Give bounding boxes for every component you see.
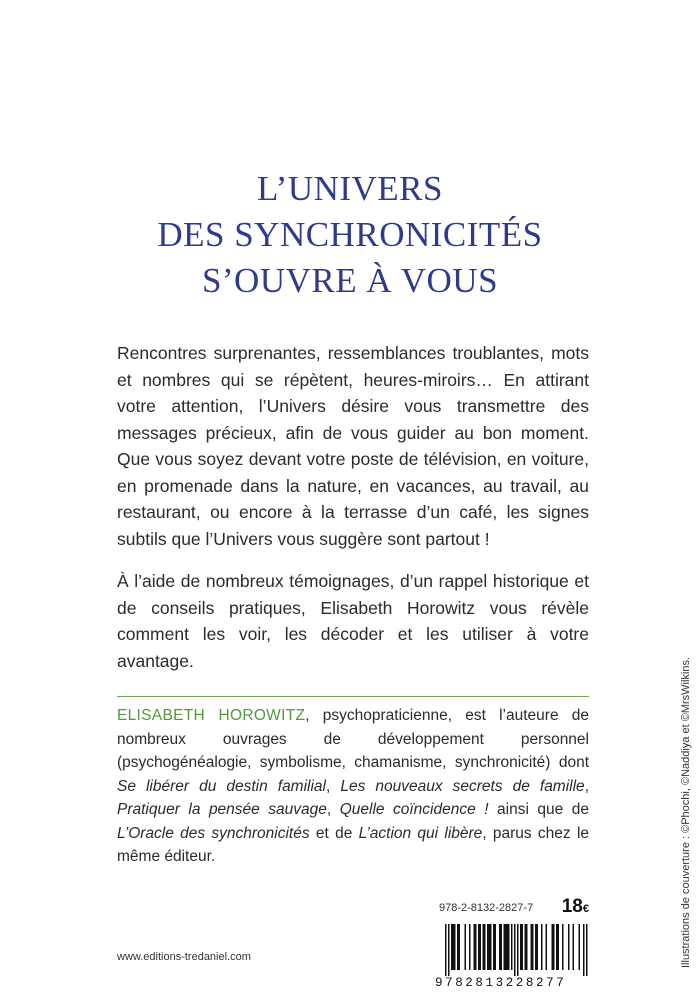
barcode-bar [558, 924, 560, 970]
price-currency: € [582, 903, 589, 915]
barcode-bar [504, 924, 506, 970]
bio-text: , [326, 801, 340, 818]
barcode-bar [526, 924, 528, 970]
barcode-bar [535, 924, 537, 970]
barcode-bar [457, 924, 459, 970]
barcode-bar [511, 924, 513, 970]
barcode-bar [525, 924, 527, 970]
barcode-bar [522, 924, 524, 970]
barcode-bar [478, 924, 480, 970]
price-tag [562, 896, 589, 918]
barcode-bar [451, 924, 453, 970]
barcode-bar [568, 924, 570, 970]
book-title-5: L’Oracle des synchronicités [117, 824, 310, 842]
barcode-bar [514, 924, 516, 976]
title-line-2: DES SYNCHRONICITÉS [157, 215, 543, 254]
barcode-bar [475, 924, 477, 970]
bio-text: , parus chez le même éditeur. [117, 824, 590, 865]
barcode [435, 924, 591, 994]
barcode-bar [487, 924, 489, 970]
barcode-bar [484, 924, 486, 970]
bio-text: , psychopraticienne, est l’auteure de nombreux ouvrages de développement personnel (psychogénéalogie, symbolisme, chamanisme, synchronicité) dont [117, 707, 590, 771]
barcode-bar [537, 924, 539, 970]
barcode-bar [445, 924, 447, 976]
title-line-1: L’UNIVERS [257, 169, 443, 208]
barcode-bar [480, 924, 482, 970]
barcode-bar [532, 924, 534, 970]
barcode-bars [435, 924, 591, 976]
barcode-bar [483, 924, 485, 970]
book-title-1: Se libérer du destin familial [117, 777, 326, 795]
publisher-website[interactable]: www.editions-tredaniel.com [117, 951, 251, 963]
barcode-bar [508, 924, 510, 970]
book-title-3: Pratiquer la pensée sauvage [117, 801, 327, 818]
title-line-3: S’OUVRE À VOUS [201, 261, 499, 300]
barcode-bar [517, 924, 519, 976]
barcode-bar [531, 924, 533, 970]
barcode-bar [490, 924, 492, 970]
barcode-bar [552, 924, 554, 970]
barcode-bar [573, 924, 575, 970]
barcode-bar [553, 924, 555, 970]
barcode-bar [499, 924, 501, 970]
barcode-bar [459, 924, 461, 970]
barcode-bar [489, 924, 491, 970]
barcode-bar [453, 924, 455, 970]
barcode-bar [507, 924, 509, 970]
author-bio [117, 704, 589, 869]
illustration-credits: Illustrations de couverture : ©Phochi, ©Naddiya et ©MrsWilkins. [680, 656, 692, 968]
barcode-digits: 9782813228277 [435, 976, 567, 990]
barcode-bar [541, 924, 543, 970]
barcode-bar [465, 924, 467, 970]
bio-text: , [584, 777, 589, 795]
barcode-bar [501, 924, 503, 970]
barcode-bar [454, 924, 456, 970]
bio-text: et de [309, 824, 359, 842]
book-title-4: Quelle coïncidence ! [339, 801, 489, 818]
barcode-bar [448, 924, 450, 976]
barcode-bar [586, 924, 588, 976]
price-amount: 18 [561, 896, 583, 917]
barcode-bar [579, 924, 581, 970]
barcode-bar [520, 924, 522, 970]
barcode-bar [583, 924, 585, 976]
barcode-bar [546, 924, 548, 970]
divider-line [117, 696, 589, 697]
back-cover-blurb [117, 340, 589, 690]
book-title [0, 166, 700, 304]
blurb-paragraph-2: À l’aide de nombreux témoignages, d’un rappel historique et de conseils pratiques, Elisabeth Horowitz vous révèle comment les voir, les décoder et les utiliser à votre avantage. [117, 571, 589, 671]
isbn-number: 978-2-8132-2827-7 [439, 902, 534, 914]
barcode-bar [469, 924, 471, 970]
barcode-bar [495, 924, 497, 970]
bio-text: , [326, 777, 341, 795]
barcode-bar [493, 924, 495, 970]
author-name: ELISABETH HOROWITZ [117, 707, 306, 724]
isbn-price-row [433, 896, 589, 922]
book-title-2: Les nouveaux secrets de famille [340, 777, 585, 795]
barcode-bar [556, 924, 558, 970]
blurb-paragraph-1: Rencontres surprenantes, ressemblances troublantes, mots et nombres qui se répètent, heures-miroirs… En attirant votre attention, l’Univers désire vous transmettre des messages précieux, afin de vous guider au bon moment. Que vous soyez devant votre poste de télévision, en voiture, en promenade dans la nature, en vacances, au travail, au restaurant, ou encore à la terrasse d’un café, les signes subtils que l’Univers vous suggère sont partout ! [117, 343, 589, 549]
book-title-6: L’action qui libère [358, 824, 483, 842]
bio-text: ainsi que de [488, 801, 589, 818]
barcode-bar [505, 924, 507, 970]
barcode-bar [474, 924, 476, 970]
barcode-bar [562, 924, 564, 970]
